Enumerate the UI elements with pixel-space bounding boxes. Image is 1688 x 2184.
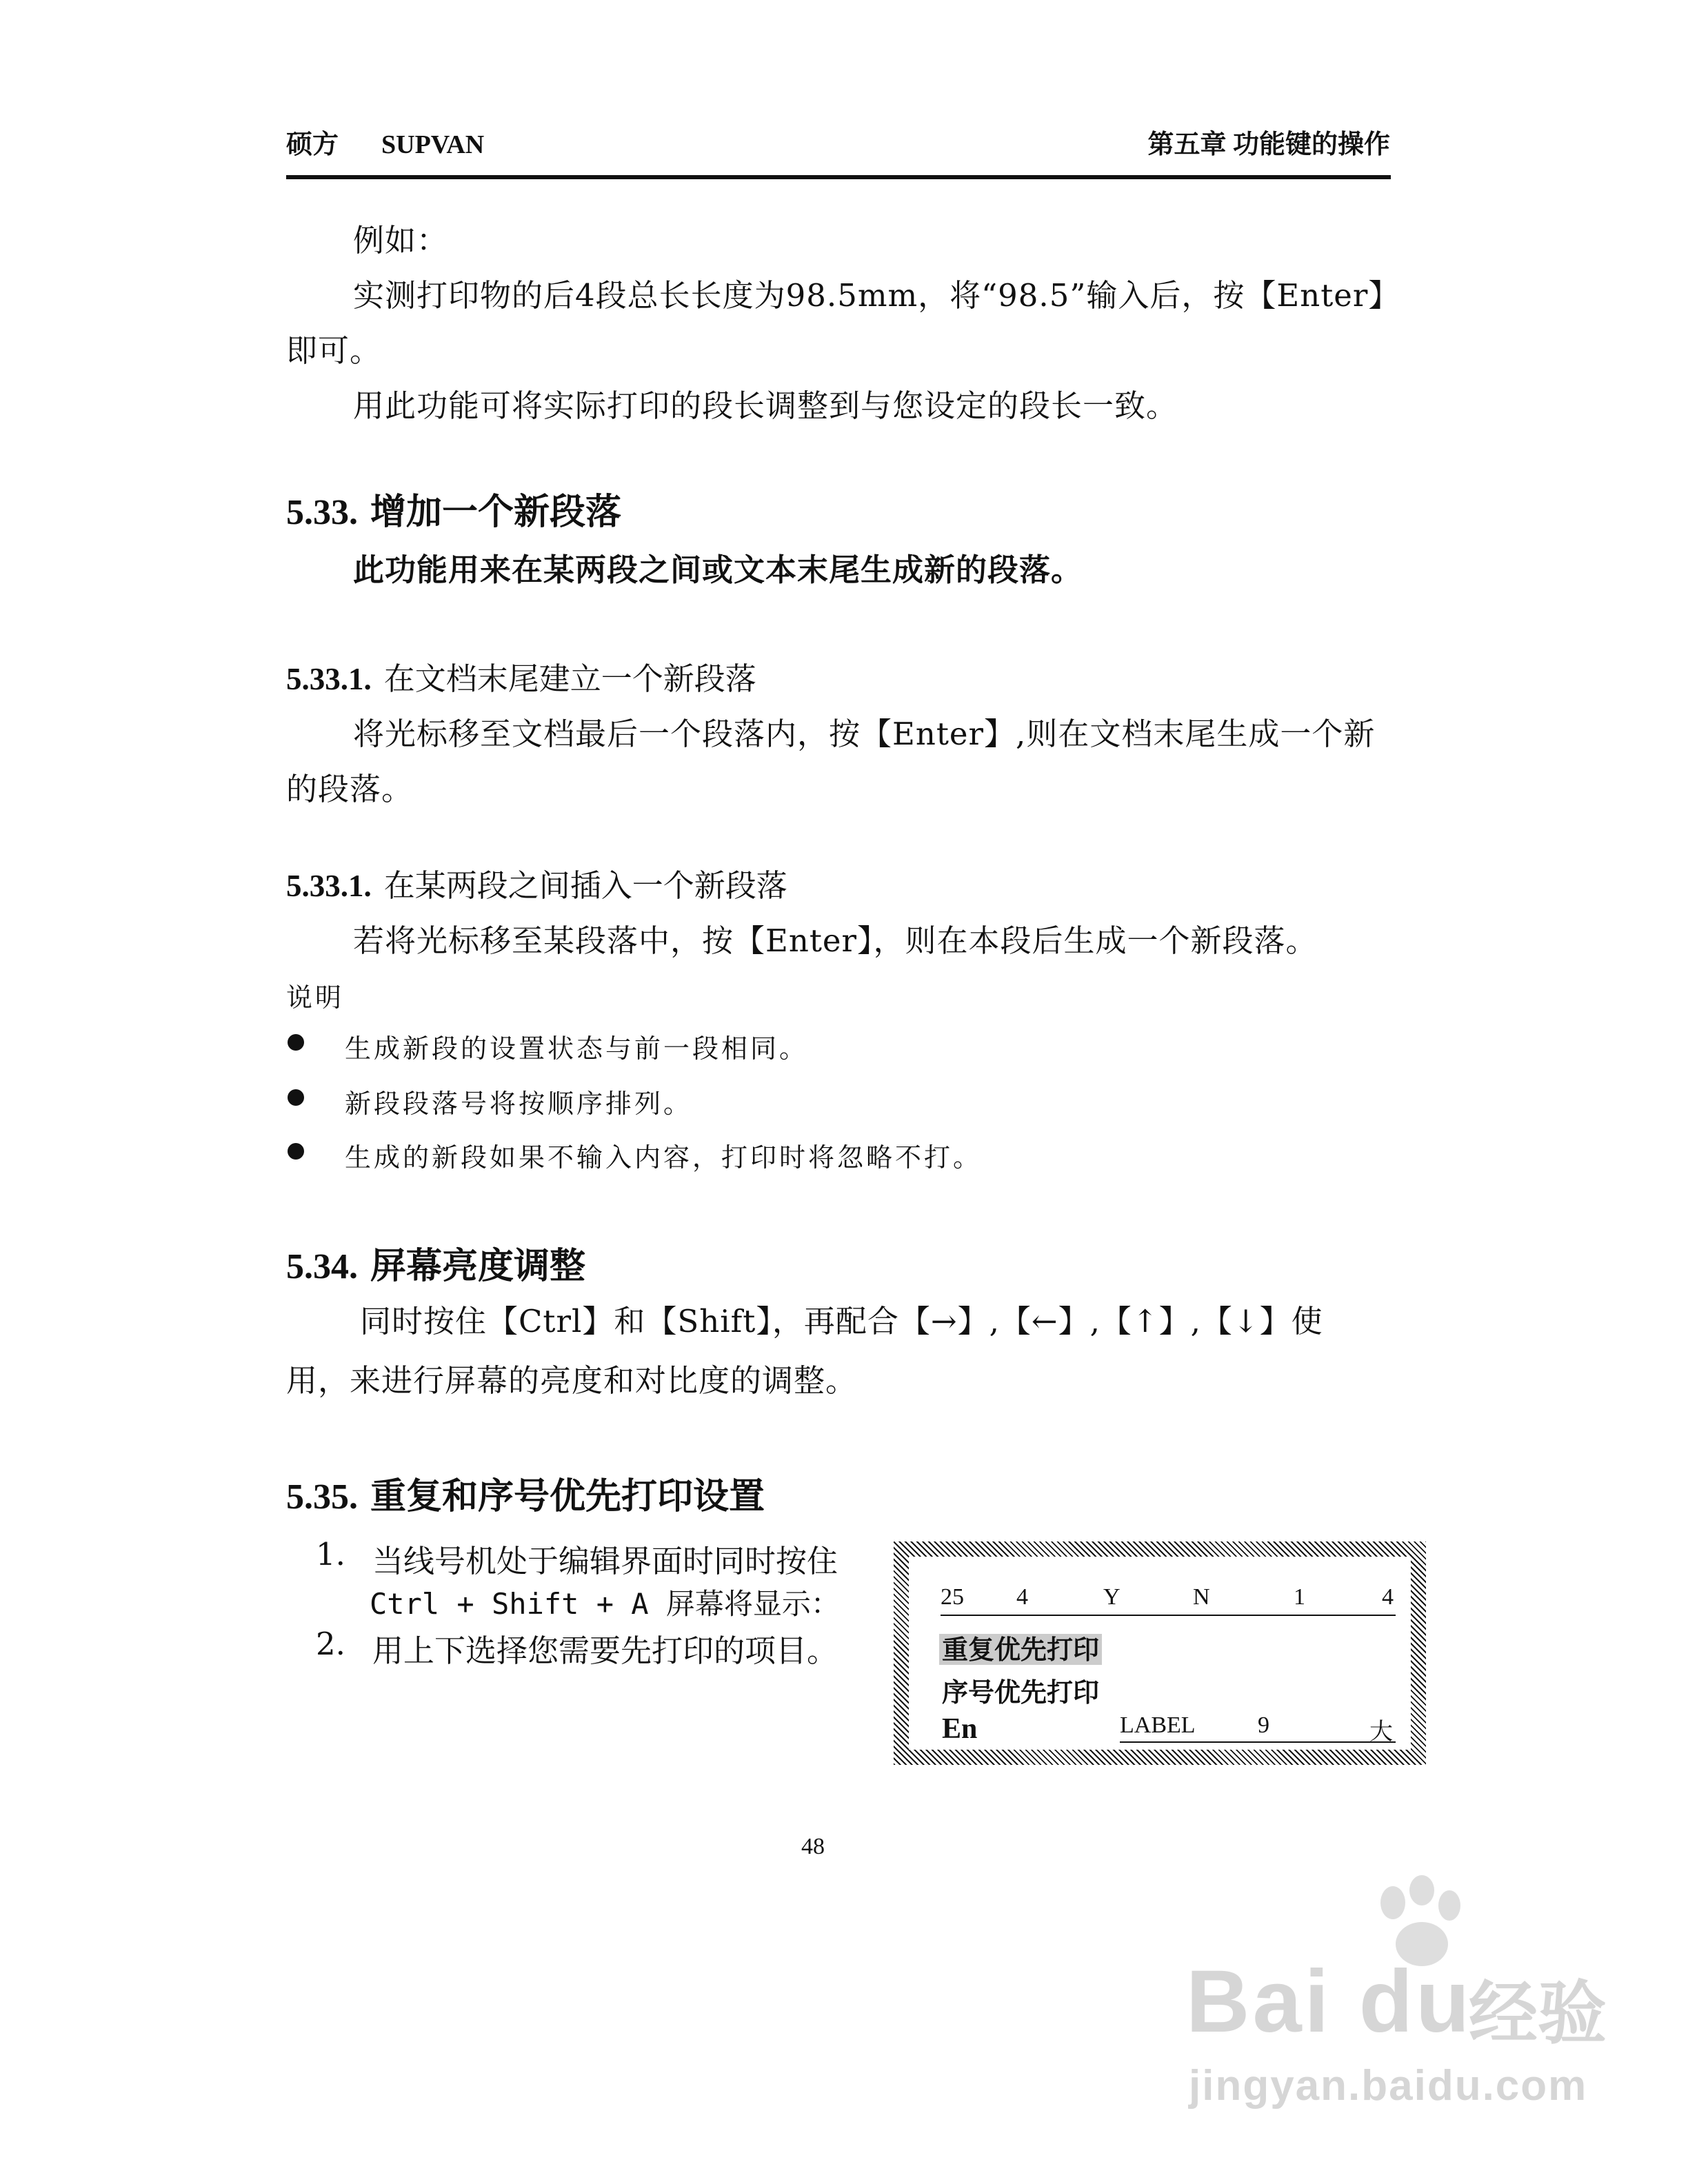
watermark-brand-cn: 经验 (1469, 1973, 1607, 2054)
section-5-33-heading: 5.33. 增加一个新段落 (286, 491, 622, 533)
lcd-status-bar (941, 1584, 1396, 1616)
note-item: 生成的新段如果不输入内容，打印时将忽略不打。 (345, 1142, 983, 1173)
subsection-5-33-1-heading: 5.33.1. 在文档末尾建立一个新段落 (286, 660, 756, 697)
lcd-bottom-bar (1120, 1712, 1396, 1743)
lcd-language: En (942, 1713, 978, 1745)
watermark-url: jingyan.baidu.com (1189, 2062, 1588, 2110)
note-item: 生成新段的设置状态与前一段相同。 (345, 1033, 809, 1064)
watermark-brand: Bai du (1186, 1952, 1473, 2051)
lcd-status-value: 1 (1294, 1584, 1305, 1610)
lcd-status-value: Y (1103, 1584, 1121, 1610)
list-item-line1: 用上下选择您需要先打印的项目。 (372, 1632, 838, 1669)
lcd-status-value: 4 (1016, 1584, 1028, 1610)
lcd-bottom-value: 9 (1258, 1712, 1269, 1738)
example-label: 例如： (353, 222, 449, 259)
list-item-line2: Ctrl + Shift + A 屏幕将显示： (370, 1587, 840, 1621)
note-item: 新段段落号将按顺序排列。 (345, 1089, 693, 1119)
list-number: 2. (316, 1626, 345, 1662)
bullet-icon (288, 1034, 304, 1051)
header-chapter: 第五章 功能键的操作 (1147, 130, 1390, 159)
subsection-5-33-1-line1: 将光标移至文档最后一个段落内，按【Enter】,则在文档末尾生成一个新 (353, 716, 1376, 752)
lcd-status-value: N (1193, 1584, 1210, 1610)
list-item-line1: 当线号机处于编辑界面时同时按住 (372, 1543, 838, 1579)
subsection-5-33-1-line2: 的段落。 (286, 771, 414, 807)
subsection-5-33-1b-line1: 若将光标移至某段落中，按【Enter】，则在本段后生成一个新段落。 (353, 922, 1318, 959)
lcd-screen-frame (894, 1541, 1426, 1765)
header-brand: 硕方 SUPVAN (286, 130, 485, 159)
bullet-icon (288, 1143, 304, 1160)
list-number: 1. (316, 1536, 345, 1573)
intro-paragraph-line1: 实测打印物的后4段总长长度为98.5mm，将“98.5”输入后，按【Enter】 (353, 277, 1400, 314)
bullet-icon (288, 1089, 304, 1106)
subsection-5-33-1b-heading: 5.33.1. 在某两段之间插入一个新段落 (286, 867, 787, 904)
section-5-34-heading: 5.34. 屏幕亮度调整 (286, 1245, 586, 1287)
lcd-screen (909, 1557, 1411, 1750)
lcd-bottom-value: LABEL (1120, 1712, 1196, 1738)
section-5-33-description: 此功能用来在某两段之间或文本末尾生成新的段落。 (353, 552, 1083, 588)
note-label: 说明 (286, 982, 345, 1013)
intro-paragraph-line2: 即可。 (286, 332, 382, 369)
section-5-34-line2: 用，来进行屏幕的亮度和对比度的调整。 (286, 1362, 858, 1399)
lcd-bottom-value: 大 (1369, 1719, 1393, 1745)
baidu-watermark (1179, 1875, 1620, 2123)
section-5-35-heading: 5.35. 重复和序号优先打印设置 (286, 1475, 765, 1517)
lcd-status-value: 4 (1382, 1584, 1394, 1610)
lcd-status-value: 25 (941, 1584, 964, 1610)
lcd-option-serial-first[interactable]: 序号优先打印 (942, 1677, 1100, 1708)
page-number: 48 (801, 1834, 825, 1859)
intro-paragraph-2: 用此功能可将实际打印的段长调整到与您设定的段长一致。 (353, 387, 1178, 424)
lcd-option-repeat-first[interactable]: 重复优先打印 (939, 1628, 1102, 1666)
header-rule (286, 175, 1391, 179)
section-5-34-line1: 同时按住【Ctrl】和【Shift】，再配合【→】,【←】,【↑】,【↓】使 (360, 1303, 1323, 1339)
